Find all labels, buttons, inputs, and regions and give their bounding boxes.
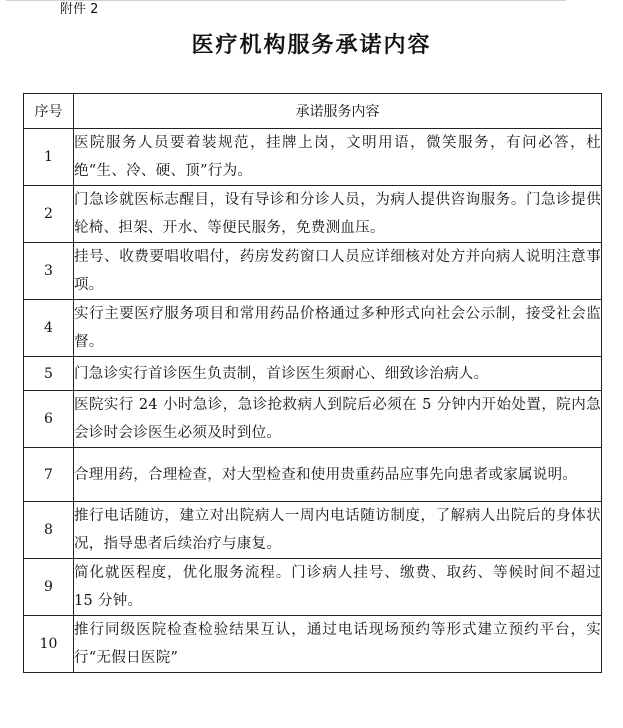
row-number: 9 <box>24 559 74 616</box>
row-number: 3 <box>24 243 74 300</box>
row-content: 医院实行 24 小时急诊，急诊抢救病人到院后必须在 5 分钟内开始处置，院内急会诊时会诊医生必须及时到位。 <box>74 391 602 448</box>
table-row <box>24 391 602 448</box>
row-number: 6 <box>24 391 74 448</box>
row-content: 医院服务人员要着装规范，挂牌上岗，文明用语，微笑服务，有问必答，杜绝“生、冷、硬、顶”行为。 <box>74 129 602 186</box>
document-title: 医疗机构服务承诺内容 <box>191 32 432 58</box>
table-row <box>24 448 602 502</box>
table-row <box>24 502 602 559</box>
table-row <box>24 616 602 673</box>
header-content: 承诺服务内容 <box>74 94 602 129</box>
table-header-row <box>24 94 602 129</box>
row-content: 门急诊就医标志醒目，设有导诊和分诊人员，为病人提供咨询服务。门急诊提供轮椅、担架、开水、等便民服务，免费测血压。 <box>74 186 602 243</box>
table-row <box>24 243 602 300</box>
row-content: 合理用药，合理检查，对大型检查和使用贵重药品应事先向患者或家属说明。 <box>74 448 602 502</box>
row-content: 简化就医程度，优化服务流程。门诊病人挂号、缴费、取药、等候时间不超过 15 分钟。 <box>74 559 602 616</box>
top-rule <box>6 0 566 1</box>
row-number: 10 <box>24 616 74 673</box>
row-content: 挂号、收费要唱收唱付，药房发药窗口人员应详细核对处方并向病人说明注意事项。 <box>74 243 602 300</box>
row-number: 8 <box>24 502 74 559</box>
row-number: 4 <box>24 300 74 357</box>
table-row <box>24 129 602 186</box>
table-row <box>24 559 602 616</box>
row-content: 实行主要医疗服务项目和常用药品价格通过多种形式向社会公示制，接受社会监督。 <box>74 300 602 357</box>
row-content: 推行同级医院检查检验结果互认，通过电话现场预约等形式建立预约平台，实行“无假日医院” <box>74 616 602 673</box>
header-number: 序号 <box>24 94 74 129</box>
row-number: 2 <box>24 186 74 243</box>
row-content: 推行电话随访，建立对出院病人一周内电话随访制度，了解病人出院后的身体状况，指导患者后续治疗与康复。 <box>74 502 602 559</box>
attachment-label: 附件 2 <box>60 2 99 17</box>
commitment-table <box>23 93 602 673</box>
table-row <box>24 357 602 391</box>
table-row <box>24 186 602 243</box>
row-number: 1 <box>24 129 74 186</box>
row-content: 门急诊实行首诊医生负责制，首诊医生须耐心、细致诊治病人。 <box>74 357 602 391</box>
table-row <box>24 300 602 357</box>
row-number: 7 <box>24 448 74 502</box>
row-number: 5 <box>24 357 74 391</box>
